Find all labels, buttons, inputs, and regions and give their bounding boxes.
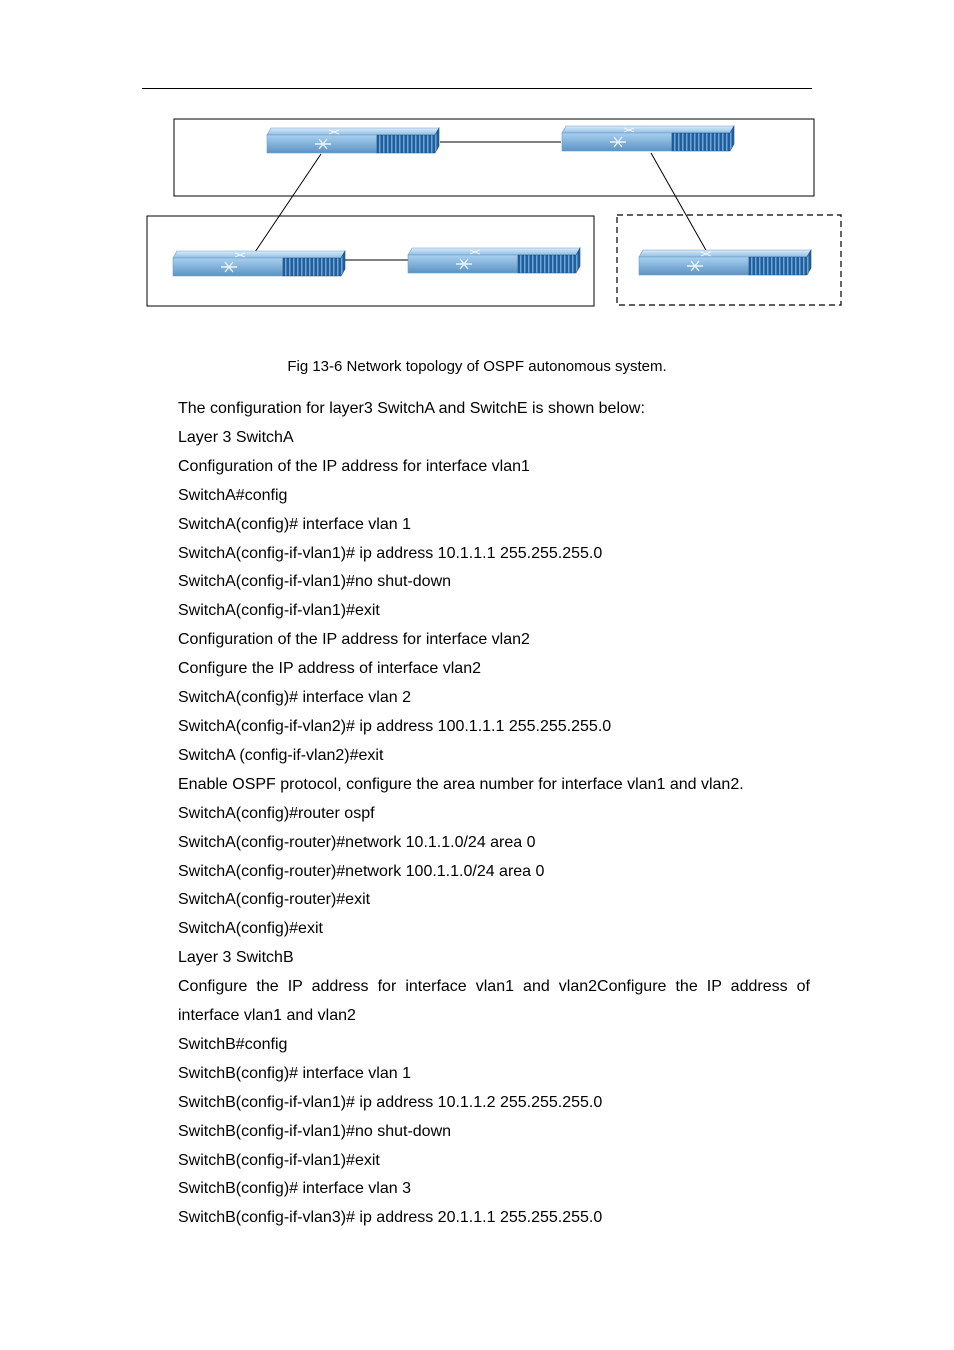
section-heading-switch-a: Layer 3 SwitchA — [178, 428, 294, 446]
switch-a-icon — [267, 128, 439, 153]
section-heading-switch-b: Layer 3 SwitchB — [178, 949, 294, 967]
command-line: SwitchA(config)#exit — [178, 920, 323, 938]
command-line: SwitchB(config-if-vlan3)# ip address 20.1.1.1 255.255.255.0 — [178, 1209, 603, 1227]
command-line: SwitchA(config-router)#network 10.1.1.0/24 area 0 — [178, 833, 536, 851]
command-line: SwitchA(config-if-vlan2)# ip address 100.1.1.1 255.255.255.0 — [178, 717, 612, 735]
body-text — [178, 395, 810, 1233]
link-b-e — [651, 153, 707, 252]
command-line: SwitchA (config-if-vlan2)#exit — [178, 746, 384, 764]
command-line: SwitchA(config-if-vlan1)# ip address 10.1.1.1 255.255.255.0 — [178, 544, 603, 562]
command-line: SwitchB(config)# interface vlan 1 — [178, 1064, 411, 1082]
command-line: SwitchB(config-if-vlan1)# ip address 10.1.1.2 255.255.255.0 — [178, 1093, 603, 1111]
intro-line: The configuration for layer3 SwitchA and SwitchE is shown below: — [178, 400, 645, 417]
text-paragraph: Configure the IP address for interface vlan1 and vlan2Configure the IP address of interface vlan1 and vlan2 — [178, 978, 810, 1025]
switch-b-icon — [562, 126, 734, 151]
command-line: SwitchB(config-if-vlan1)#no shut-down — [178, 1122, 452, 1140]
command-line: SwitchA#config — [178, 486, 288, 504]
text-line: Configuration of the IP address for interface vlan1 — [178, 457, 530, 475]
command-line: SwitchA(config-router)#exit — [178, 891, 371, 909]
command-line: SwitchA(config)#router ospf — [178, 804, 375, 822]
link-a-c — [255, 154, 321, 252]
switch-e-icon — [639, 250, 811, 275]
text-line: Configure the IP address of interface vlan2 — [178, 660, 481, 678]
command-line: SwitchB(config-if-vlan1)#exit — [178, 1151, 380, 1169]
command-line: SwitchA(config-if-vlan1)#no shut-down — [178, 573, 452, 591]
text-line: Configuration of the IP address for interface vlan2 — [178, 631, 530, 649]
figure-caption: Fig 13-6 Network topology of OSPF autonomous system. — [287, 358, 667, 375]
switch-d-icon — [408, 248, 580, 273]
command-line: SwitchB(config)# interface vlan 3 — [178, 1180, 411, 1198]
switch-c-icon — [173, 251, 345, 276]
text-line: Enable OSPF protocol, configure the area number for interface vlan1 and vlan2. — [178, 775, 744, 793]
command-line: SwitchA(config)# interface vlan 2 — [178, 689, 411, 707]
network-topology-diagram — [0, 0, 954, 330]
command-line: SwitchA(config-router)#network 100.1.1.0/24 area 0 — [178, 862, 545, 880]
command-line: SwitchB#config — [178, 1035, 288, 1053]
command-line: SwitchA(config)# interface vlan 1 — [178, 515, 411, 533]
command-line: SwitchA(config-if-vlan1)#exit — [178, 602, 380, 620]
